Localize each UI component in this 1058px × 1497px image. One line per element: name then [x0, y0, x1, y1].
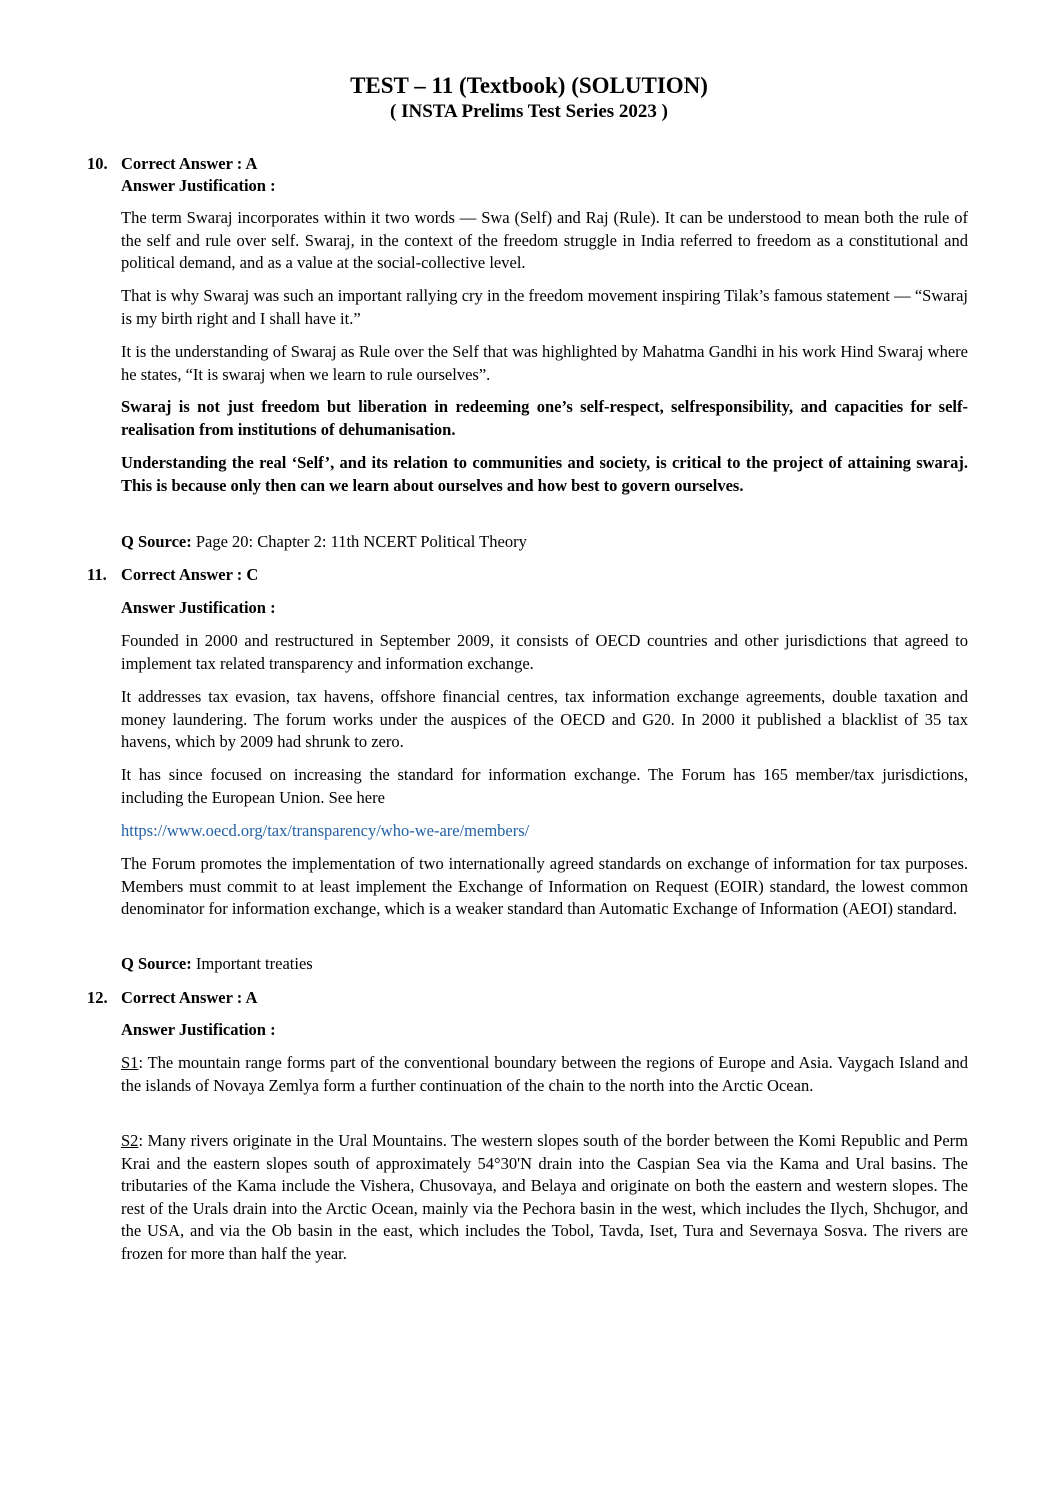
question-number: 11.: [87, 565, 107, 584]
correct-answer-value: A: [245, 154, 258, 173]
q-source-label: Q Source:: [121, 532, 192, 551]
question-number: 10.: [87, 154, 108, 173]
oecd-members-link[interactable]: https://www.oecd.org/tax/transparency/who-we-are/members/: [121, 821, 530, 840]
q-source-label: Q Source:: [121, 954, 192, 973]
page-title: TEST – 11 (Textbook) (SOLUTION): [350, 73, 708, 98]
q-source-value: Page 20: Chapter 2: 11th NCERT Political Theory: [195, 532, 527, 551]
question-source: [121, 531, 968, 554]
correct-answer-label: Correct Answer :: [121, 988, 246, 1007]
correct-answer-label: Correct Answer :: [121, 154, 246, 173]
correct-answer-value: C: [246, 565, 259, 584]
reference-link-line: [121, 820, 968, 843]
statement-s2: [121, 1130, 968, 1265]
paragraph: The Forum promotes the implementation of two internationally agreed standards on exchange of information for tax purposes. Members must commit to at least implement the Exchange of Information on Request (EOIR) standard, the lowest common denominator for information exchange, which is a weaker standard than Automatic Exchange of Information (AEOI) standard.: [121, 854, 968, 918]
statement-text: : Many rivers originate in the Ural Mountains. The western slopes south of the border between the Komi Republic and Perm Krai and the eastern slopes south of approximately 54°30'N drain into the Caspian Sea via the Kama and Ural basins. The tributaries of the Kama include the Vishera, Chusovaya, and Belaya and originate on both the eastern and western slopes. The rest of the Urals drain into the Arctic Ocean, mainly via the Pechora basin in the west, which includes the Ilych, Shchugor, and the USA, and via the Ob basin in the east, which includes the Tobol, Tavda, Iset, Tura and Severnaya Sosva. The rivers are frozen for more than half the year.: [121, 1131, 968, 1263]
paragraph: The term Swaraj incorporates within it two words — Swa (Self) and Raj (Rule). It can be understood to mean both the rule of the self and rule over self. Swaraj, in the context of the freedom struggle in India referred to freedom as a constitutional and political demand, and as a value at the social-collective level.: [121, 208, 968, 272]
answer-justification-label: Answer Justification :: [121, 598, 276, 617]
page-subtitle: ( INSTA Prelims Test Series 2023 ): [390, 101, 668, 122]
paragraph: It is the understanding of Swaraj as Rule over the Self that was highlighted by Mahatma Gandhi in his work Hind Swaraj where he states, “It is swaraj when we learn to rule ourselves”.: [121, 342, 968, 384]
statement-label: S1: [121, 1053, 139, 1072]
question-11-heading: [87, 565, 258, 585]
q-source-value: Important treaties: [195, 954, 313, 973]
statement-text: : The mountain range forms part of the conventional boundary between the regions of Europe and Asia. Vaygach Island and the islands of Novaya Zemlya form a further continuation of the chain to the north into the Arctic Ocean.: [121, 1053, 968, 1095]
question-source: [121, 953, 968, 976]
paragraph: It has since focused on increasing the standard for information exchange. The Forum has 165 member/tax jurisdictions, including the European Union. See here: [121, 765, 968, 807]
statement-label: S2: [121, 1131, 139, 1150]
correct-answer-value: A: [245, 988, 258, 1007]
question-12-heading: [87, 988, 257, 1008]
bold-paragraph: Understanding the real ‘Self’, and its relation to communities and society, is critical to the project of attaining swaraj. This is because only then can we learn about ourselves and how best to govern ourselves.: [121, 453, 968, 495]
answer-justification-label: Answer Justification :: [121, 1020, 276, 1039]
statement-s1: [121, 1052, 968, 1097]
bold-paragraph: Swaraj is not just freedom but liberation in redeeming one’s self-respect, selfresponsibility, and capacities for self-realisation from institutions of dehumanisation.: [121, 397, 968, 439]
paragraph: That is why Swaraj was such an important rallying cry in the freedom movement inspiring Tilak’s famous statement — “Swaraj is my birth right and I shall have it.”: [121, 286, 968, 328]
paragraph: It addresses tax evasion, tax havens, offshore financial centres, tax information exchange agreements, double taxation and money laundering. The forum works under the auspices of the OECD and G20. In 2000 it published a blacklist of 35 tax havens, which by 2009 had shrunk to zero.: [121, 687, 968, 751]
correct-answer-label: Correct Answer :: [121, 565, 247, 584]
question-number: 12.: [87, 988, 108, 1007]
answer-justification-label: Answer Justification :: [121, 176, 276, 195]
question-10-heading: [87, 154, 257, 174]
paragraph: Founded in 2000 and restructured in September 2009, it consists of OECD countries and other jurisdictions that agreed to implement tax related transparency and information exchange.: [121, 631, 968, 673]
